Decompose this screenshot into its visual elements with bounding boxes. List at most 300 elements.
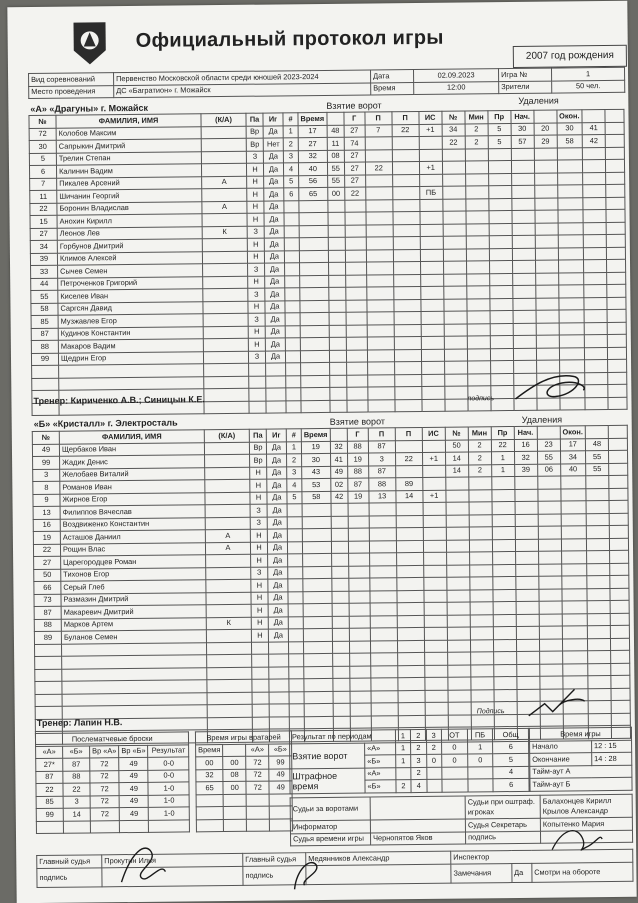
goal-scorer xyxy=(348,516,369,529)
pen-end-sec: 42 xyxy=(582,135,605,148)
roster-header: Иг xyxy=(263,113,283,126)
goal-sec xyxy=(329,362,346,375)
goal-assist2: 22 xyxy=(395,452,422,465)
player-number: 30 xyxy=(29,140,56,153)
pen-start-sec xyxy=(534,160,557,173)
shootout-cell: 22 xyxy=(63,783,90,796)
judges-goal-label: Судьи за воротами xyxy=(290,797,370,821)
pen-end-sec: 41 xyxy=(582,122,605,135)
goal-assist1 xyxy=(367,387,394,400)
spacer xyxy=(605,109,624,122)
main-judge-sign-label: подпись xyxy=(37,867,102,887)
goal-scorer: 27 xyxy=(344,125,365,138)
spacer xyxy=(607,297,626,310)
goal-no xyxy=(284,213,299,226)
player-role xyxy=(201,163,246,176)
goal-sec: 42 xyxy=(331,491,348,504)
pen-minutes xyxy=(465,161,488,174)
player-name: Киселев Иван xyxy=(58,289,203,303)
goal-min xyxy=(299,225,328,238)
goal-situation xyxy=(420,261,443,274)
player-number: 58 xyxy=(31,303,58,316)
goals-header xyxy=(330,428,347,441)
team-a-tag: «А» xyxy=(365,742,396,755)
shootout-cell: 72 xyxy=(90,783,119,796)
main-judge-label: Главный судья xyxy=(37,855,102,868)
shootout-cell: 0-0 xyxy=(148,769,189,782)
pen-start-min xyxy=(511,148,534,161)
goal-scorer xyxy=(347,400,368,413)
pen-reason xyxy=(493,639,516,652)
player-name: Царегородцев Роман xyxy=(61,555,206,569)
player-plays xyxy=(266,375,286,388)
spacer xyxy=(608,397,627,410)
goal-sec: 55 xyxy=(327,175,344,188)
gb-total: 5 xyxy=(493,753,529,766)
pen-player xyxy=(443,198,466,211)
pen-minutes xyxy=(467,298,490,311)
pen-reason xyxy=(492,514,515,527)
goal-assist2 xyxy=(398,702,425,715)
player-position xyxy=(252,679,269,692)
pen-player: 14 xyxy=(445,452,468,465)
player-plays: Да xyxy=(268,616,288,629)
goalie-time-cell: 00 xyxy=(223,756,246,769)
pen-reason xyxy=(489,198,512,211)
pen-minutes xyxy=(470,602,493,615)
pen-end-min: 34 xyxy=(560,451,586,464)
penalty-header: Окон. xyxy=(557,110,583,123)
goal-no xyxy=(285,275,300,288)
goal-scorer xyxy=(348,503,369,516)
pen-reason xyxy=(494,714,517,727)
pen-start-sec xyxy=(539,638,562,651)
goal-sec xyxy=(332,666,349,679)
pen-start-min xyxy=(512,248,535,261)
pen-end-sec xyxy=(587,588,610,601)
player-position xyxy=(252,667,269,680)
shootout-cell: 72 xyxy=(90,770,119,783)
pen-player: 34 xyxy=(442,123,465,136)
goal-assist1 xyxy=(366,237,393,250)
player-name: Музжавлев Егор xyxy=(58,314,203,328)
goal-min xyxy=(299,200,328,213)
pen-minutes xyxy=(469,539,492,552)
end-value: 14 : 28 xyxy=(592,752,632,765)
player-number: 13 xyxy=(33,506,60,519)
pen-end-min xyxy=(561,551,587,564)
goal-situation xyxy=(421,361,444,374)
spacer xyxy=(606,247,625,260)
goal-min: 19 xyxy=(301,441,330,454)
goalie-time-header: «А» xyxy=(246,744,269,757)
goal-min xyxy=(303,616,332,629)
goal-assist2 xyxy=(392,161,419,174)
pen-end-sec xyxy=(582,147,605,160)
player-position: Н xyxy=(248,301,265,314)
pen-end-min xyxy=(562,588,588,601)
pen-end-min xyxy=(559,297,585,310)
pen-reason xyxy=(493,664,516,677)
goal-sec xyxy=(328,250,345,263)
pen-start-sec xyxy=(535,285,558,298)
team-a-signature xyxy=(511,366,591,407)
player-role xyxy=(203,313,248,326)
goal-no xyxy=(287,504,302,517)
goal-assist1 xyxy=(365,149,392,162)
goal-no xyxy=(285,350,300,363)
roster-header: Па xyxy=(249,429,266,442)
goal-no xyxy=(288,616,303,629)
goal-no xyxy=(285,313,300,326)
pen-end-min xyxy=(557,172,583,185)
goal-assist2 xyxy=(394,324,421,337)
ga-p3: 2 xyxy=(426,742,442,755)
pa-p2: 2 xyxy=(411,767,427,780)
goal-assist1: 3 xyxy=(368,453,395,466)
player-role xyxy=(207,692,252,705)
goal-situation xyxy=(422,440,445,453)
goal-situation xyxy=(425,702,448,715)
penalty-header xyxy=(585,426,608,439)
goal-scorer xyxy=(348,578,369,591)
pen-player xyxy=(446,564,469,577)
goal-assist2 xyxy=(396,552,423,565)
goal-no xyxy=(286,388,301,401)
pen-start-sec xyxy=(535,273,558,286)
pen-start-min xyxy=(516,639,539,652)
player-plays: Да xyxy=(264,238,284,251)
player-role xyxy=(207,704,252,717)
player-name: Шичанин Георгий xyxy=(57,189,202,203)
pen-minutes: 2 xyxy=(465,123,488,136)
pen-player: 50 xyxy=(445,439,468,452)
goal-assist2 xyxy=(396,502,423,515)
shootout-header: Результат xyxy=(148,744,189,757)
team-b-signature xyxy=(524,681,594,722)
goal-scorer xyxy=(346,375,367,388)
pen-player xyxy=(442,186,465,199)
spacer xyxy=(610,575,629,588)
pen-end-sec xyxy=(586,513,609,526)
ga-pb: 1 xyxy=(467,741,493,754)
player-role xyxy=(205,467,250,480)
goal-min xyxy=(303,603,332,616)
goal-no xyxy=(285,288,300,301)
pa-p3 xyxy=(426,767,442,780)
goal-assist1 xyxy=(370,615,397,628)
player-number: 27 xyxy=(30,228,57,241)
goal-sec xyxy=(328,212,345,225)
player-number: 87 xyxy=(31,328,58,341)
goal-no xyxy=(285,325,300,338)
goal-sec: 48 xyxy=(327,125,344,138)
pen-minutes xyxy=(471,677,494,690)
player-position: З xyxy=(248,313,265,326)
player-number: 19 xyxy=(33,531,60,544)
pen-end-sec xyxy=(586,538,609,551)
goals-header: ИС xyxy=(419,111,442,124)
goal-min xyxy=(304,716,333,729)
goal-no xyxy=(288,579,303,592)
goal-sec: 32 xyxy=(330,441,347,454)
goal-assist2 xyxy=(394,349,421,362)
player-number xyxy=(34,644,61,657)
goal-min: 43 xyxy=(302,466,331,479)
goal-no xyxy=(289,716,304,729)
player-role xyxy=(207,679,252,692)
pen-player xyxy=(444,386,467,399)
spacer xyxy=(605,122,624,135)
penalty-judges-names: Балахонцев Кирилл Крылов Александр xyxy=(540,794,632,818)
goal-assist2 xyxy=(394,311,421,324)
goal-sec xyxy=(331,516,348,529)
pen-player xyxy=(447,589,470,602)
goal-scorer xyxy=(345,225,366,238)
goalie-time-cell xyxy=(223,794,246,807)
player-number: 9 xyxy=(33,494,60,507)
goal-assist2 xyxy=(395,440,422,453)
pen-end-sec xyxy=(584,322,607,335)
pen-end-sec xyxy=(587,613,610,626)
spacer xyxy=(611,638,630,651)
player-plays: Да xyxy=(265,300,285,313)
pen-end-min xyxy=(561,538,587,551)
player-position: З xyxy=(248,351,265,364)
pen-start-sec xyxy=(535,235,558,248)
player-position xyxy=(252,654,269,667)
pen-start-min xyxy=(512,210,535,223)
spacer xyxy=(607,322,626,335)
pen-minutes xyxy=(465,148,488,161)
goal-sec xyxy=(328,275,345,288)
spacer xyxy=(608,438,627,451)
shootout-cell: 14 xyxy=(63,808,90,821)
goal-min xyxy=(301,362,330,375)
goal-min: 17 xyxy=(298,125,327,138)
goal-min xyxy=(300,287,329,300)
goal-situation xyxy=(422,477,445,490)
shootout-header: Вр «А» xyxy=(90,745,119,758)
goal-no: 3 xyxy=(283,150,298,163)
goal-assist2 xyxy=(396,565,423,578)
player-role xyxy=(203,263,248,276)
player-role xyxy=(203,326,248,339)
player-plays: Да xyxy=(267,491,287,504)
player-role xyxy=(206,642,251,655)
year-label: 2007 год рождения xyxy=(513,45,627,68)
time-judge-label: Судья времени игры xyxy=(290,833,370,846)
goal-assist1 xyxy=(367,299,394,312)
player-number: 55 xyxy=(31,290,58,303)
pen-player xyxy=(444,311,467,324)
goal-assist1 xyxy=(371,678,398,691)
player-number: 33 xyxy=(31,265,58,278)
goals-label: Взятие ворот xyxy=(290,743,365,769)
player-role xyxy=(206,629,251,642)
secretary-sign-label: подпись xyxy=(465,831,540,844)
date-value: 02.09.2023 xyxy=(413,69,498,82)
pen-reason xyxy=(490,348,513,361)
goal-assist2 xyxy=(395,399,422,412)
player-number: 27 xyxy=(34,556,61,569)
player-role xyxy=(204,401,249,414)
pen-start-sec: 55 xyxy=(537,451,560,464)
goal-scorer xyxy=(345,212,366,225)
goal-no: 1 xyxy=(283,125,298,138)
player-position: Н xyxy=(248,326,265,339)
shootout-title: Послематчевые броски xyxy=(35,732,189,746)
pen-minutes xyxy=(470,627,493,640)
goal-min xyxy=(303,553,332,566)
pen-start-sec xyxy=(535,198,558,211)
goalie-time-cell xyxy=(223,806,246,819)
goal-situation xyxy=(420,236,443,249)
pen-start-sec xyxy=(534,173,557,186)
player-position: З xyxy=(248,263,265,276)
player-name: Щедрин Егор xyxy=(58,351,203,365)
pen-start-min xyxy=(516,626,539,639)
goal-situation: +1 xyxy=(419,124,442,137)
goal-no: 3 xyxy=(287,466,302,479)
game-no-value: 1 xyxy=(551,67,624,80)
goal-scorer xyxy=(346,312,367,325)
goal-no xyxy=(285,300,300,313)
goal-scorer xyxy=(346,387,367,400)
goal-sec xyxy=(331,528,348,541)
roster-header: ФАМИЛИЯ, ИМЯ xyxy=(59,430,204,444)
pen-start-sec xyxy=(535,260,558,273)
spacer xyxy=(609,513,628,526)
shootout-table-wrap xyxy=(35,731,190,834)
goalie-time-cell xyxy=(196,807,223,820)
pen-minutes xyxy=(469,564,492,577)
pen-start-sec xyxy=(538,551,561,564)
main-judge2-name: Медянников Александр xyxy=(306,851,451,865)
pen-minutes xyxy=(467,373,490,386)
goalie-time-cell: 72 xyxy=(246,769,269,782)
spacer xyxy=(606,222,625,235)
goalie-time-cell xyxy=(224,819,247,832)
goalie-time-cell: 72 xyxy=(246,781,269,794)
player-name: Романов Иван xyxy=(60,480,205,494)
spacer xyxy=(608,425,627,438)
periods-title: Результат по периодам xyxy=(289,730,395,744)
main-judge-name: Прокутин Илья xyxy=(102,853,243,867)
goal-assist2 xyxy=(397,602,424,615)
pen-reason xyxy=(490,323,513,336)
time-label: Время xyxy=(371,82,414,95)
player-name: Колобов Максим xyxy=(56,126,201,140)
spacer xyxy=(610,588,629,601)
goal-sec xyxy=(331,566,348,579)
pen-minutes xyxy=(469,489,492,502)
pen-start-min xyxy=(512,235,535,248)
pen-start-min xyxy=(515,501,538,514)
goal-min xyxy=(300,312,329,325)
pen-player xyxy=(446,539,469,552)
goalie-time-cell xyxy=(247,819,270,832)
player-plays xyxy=(266,388,286,401)
pen-reason xyxy=(489,211,512,224)
goal-assist2 xyxy=(393,224,420,237)
pen-start-sec xyxy=(537,476,560,489)
goal-min: 56 xyxy=(299,175,328,188)
goal-sec xyxy=(328,237,345,250)
pen-player xyxy=(446,514,469,527)
goal-scorer xyxy=(346,300,367,313)
goal-min xyxy=(303,566,332,579)
player-plays: Да xyxy=(264,250,284,263)
pen-player xyxy=(444,373,467,386)
pen-minutes xyxy=(466,261,489,274)
player-name: Климов Алексей xyxy=(57,251,202,265)
competition-label: Вид соревнований xyxy=(29,73,114,86)
pen-end-min xyxy=(557,185,583,198)
player-plays xyxy=(269,679,289,692)
player-name: Калинин Вадим xyxy=(56,164,201,178)
time-value: 12:00 xyxy=(414,81,499,94)
goal-sec xyxy=(329,300,346,313)
goal-assist1 xyxy=(369,515,396,528)
penalty-header xyxy=(537,426,560,439)
goal-situation: ПБ xyxy=(419,186,442,199)
player-position: Н xyxy=(247,213,264,226)
goal-situation xyxy=(421,349,444,362)
player-number: 99 xyxy=(31,353,58,366)
player-position xyxy=(252,717,269,730)
goal-no: 6 xyxy=(284,188,299,201)
player-name: Жирнов Егор xyxy=(60,492,205,506)
goal-situation xyxy=(423,552,446,565)
goal-sec xyxy=(328,262,345,275)
team-a-trainer: Тренер: Кириченко А.В.; Синицын К.Е. xyxy=(33,394,205,407)
pen-start-min xyxy=(513,298,536,311)
page-title: Официальный протокол игры xyxy=(135,26,444,52)
goal-situation: +1 xyxy=(422,452,445,465)
player-plays xyxy=(269,654,289,667)
shootout-cell: 22 xyxy=(36,783,63,796)
player-name: Леонов Лев xyxy=(57,226,202,240)
pen-minutes xyxy=(466,273,489,286)
goal-assist2 xyxy=(394,299,421,312)
penalty-header: № xyxy=(442,111,465,124)
league-logo-icon xyxy=(71,20,107,66)
pen-end-sec xyxy=(583,197,606,210)
roster-header: ФАМИЛИЯ, ИМЯ xyxy=(56,114,201,128)
pen-start-min xyxy=(514,476,537,489)
penalty-header xyxy=(582,110,605,123)
goal-situation xyxy=(422,399,445,412)
goals-header: # xyxy=(283,113,298,126)
pen-end-min xyxy=(562,613,588,626)
goal-no: 1 xyxy=(286,441,301,454)
pen-reason xyxy=(488,173,511,186)
pen-player xyxy=(445,398,468,411)
goal-situation xyxy=(425,715,448,728)
goal-min xyxy=(299,250,328,263)
goal-assist1 xyxy=(370,603,397,616)
goalie-time-cell: 72 xyxy=(246,756,269,769)
player-role: К xyxy=(202,226,247,239)
spacer xyxy=(609,500,628,513)
pen-player xyxy=(444,348,467,361)
goal-assist2 xyxy=(396,577,423,590)
shootout-cell: 49 xyxy=(119,807,148,820)
goal-sec: 11 xyxy=(327,137,344,150)
pen-reason xyxy=(489,285,512,298)
player-name: Марков Артем xyxy=(61,617,206,631)
